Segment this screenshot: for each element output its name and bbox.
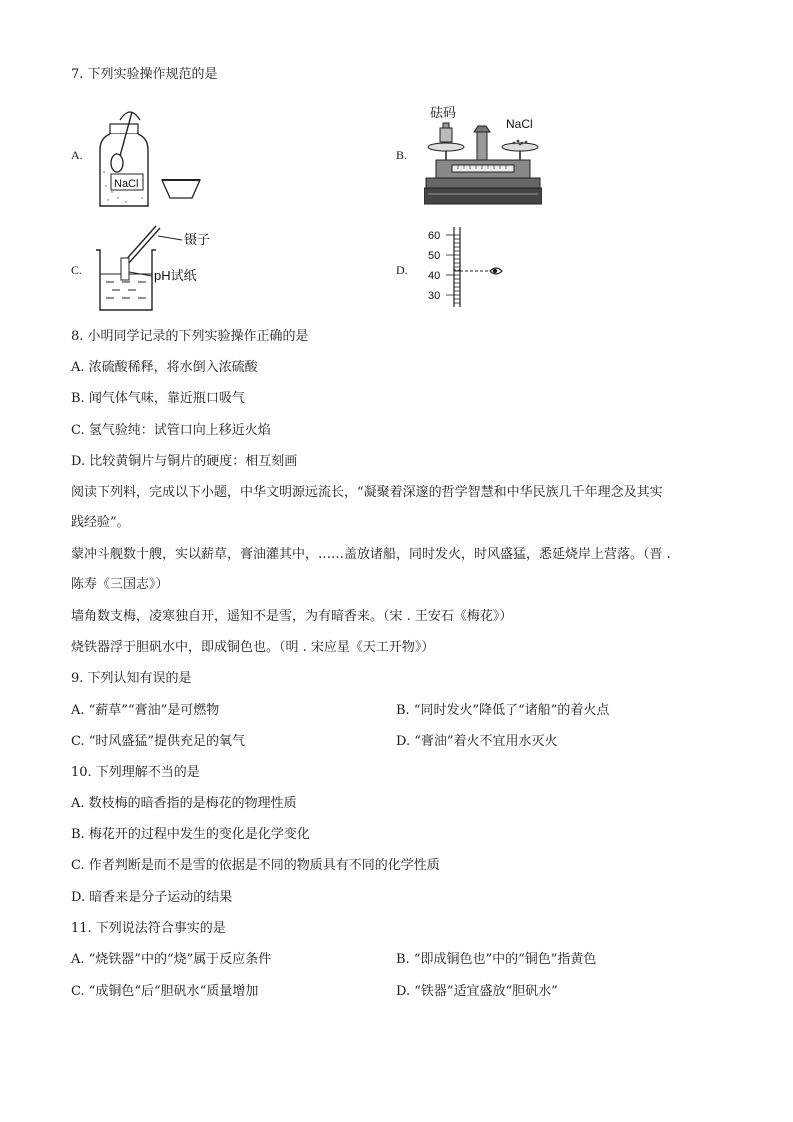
q10-option-d: D. 暗香来是分子运动的结果 bbox=[71, 890, 233, 905]
q8-stem: 8. 小明同学记录的下列实验操作正确的是 bbox=[71, 329, 309, 344]
q9-option-b: B. “同时发火”降低了“诸船”的着火点 bbox=[396, 703, 610, 718]
q7-c-tweezers-label: 镊子 bbox=[184, 232, 211, 247]
reading-intro-line-2: 践经验”。 bbox=[71, 515, 130, 530]
q7-d-tick-50: 50 bbox=[428, 250, 441, 262]
q7-b-weight-label: 砝码 bbox=[430, 105, 457, 120]
q7-stem: 7. 下列实验操作规范的是 bbox=[71, 67, 218, 82]
q7-figure-c-ph-paper bbox=[94, 222, 224, 318]
q8-option-a: A. 浓硫酸稀释，将水倒入浓硫酸 bbox=[71, 360, 258, 375]
q7-d-tick-30: 30 bbox=[428, 290, 441, 302]
q10-option-b: B. 梅花开的过程中发生的变化是化学变化 bbox=[71, 827, 310, 842]
q7-d-tick-60: 60 bbox=[428, 230, 441, 242]
q7-a-nacl-label: NaCl bbox=[114, 178, 139, 190]
q7-c-ph-paper-label: pH试纸 bbox=[154, 268, 197, 283]
q8-option-d: D. 比较黄铜片与铜片的硬度：相互刻画 bbox=[71, 454, 298, 469]
reading-quote-1-line-2: 陈寿《三国志》） bbox=[71, 577, 169, 592]
q7-figure-d-graduated-cylinder bbox=[424, 225, 514, 313]
q10-option-c: C. 作者判断是而不是雪的依据是不同的物质具有不同的化学性质 bbox=[71, 858, 440, 873]
q9-option-d: D. “膏油”着火不宜用水灭火 bbox=[396, 734, 558, 749]
q11-option-c: C. “成铜色“后“胆矾水“质量增加 bbox=[71, 984, 259, 999]
reading-quote-1-line-1: 蒙冲斗舰数十艘，实以薪草，膏油灌其中，……盖放诸船，同时发火，时风盛猛，悉延烧岸上营落。（晋 . bbox=[71, 547, 671, 562]
q7-figure-b-balance bbox=[424, 102, 542, 212]
q7-b-nacl-label: NaCl bbox=[506, 117, 533, 131]
q9-option-c: C. “时风盛猛”提供充足的氧气 bbox=[71, 734, 246, 749]
q11-option-b: B. “即成铜色也”中的“铜色”指黄色 bbox=[396, 952, 597, 967]
q7-figure-a-reagent-bottle bbox=[96, 106, 206, 216]
reading-quote-3: 烧铁器浮于胆矾水中，即成铜色也。（明 . 宋应星《天工开物》） bbox=[71, 640, 435, 655]
q7-d-tick-40: 40 bbox=[428, 270, 441, 282]
reading-intro-line-1: 阅读下列料，完成以下小题，中华文明源远流长，“凝聚着深邃的哲学智慧和中华民族几千年理念及其实 bbox=[71, 485, 663, 500]
q10-option-a: A. 数枝梅的暗香指的是梅花的物理性质 bbox=[71, 796, 297, 811]
reading-quote-2: 墙角数支梅，凌寒独自开，遥知不是雪，为有暗香来。（宋 . 王安石《梅花》） bbox=[71, 609, 513, 624]
q7-option-a-letter: A. bbox=[71, 148, 83, 162]
q10-stem: 10. 下列理解不当的是 bbox=[71, 765, 200, 780]
q9-option-a: A. “薪草”“膏油”是可燃物 bbox=[71, 703, 220, 718]
q9-stem: 9. 下列认知有误的是 bbox=[71, 671, 192, 686]
q8-option-c: C. 氢气验纯：试管口向上移近火焰 bbox=[71, 423, 271, 438]
q8-option-b: B. 闻气体气味，靠近瓶口吸气 bbox=[71, 391, 245, 406]
q11-option-a: A. “烧铁器”中的“烧”属于反应条件 bbox=[71, 952, 272, 967]
q11-stem: 11. 下列说法符合事实的是 bbox=[71, 921, 226, 936]
q7-option-b-letter: B. bbox=[396, 148, 408, 162]
q7-option-c-letter: C. bbox=[71, 263, 83, 277]
q7-option-d-letter: D. bbox=[396, 263, 408, 277]
q11-option-d: D. “铁器”适宜盛放“胆矾水” bbox=[396, 984, 558, 999]
